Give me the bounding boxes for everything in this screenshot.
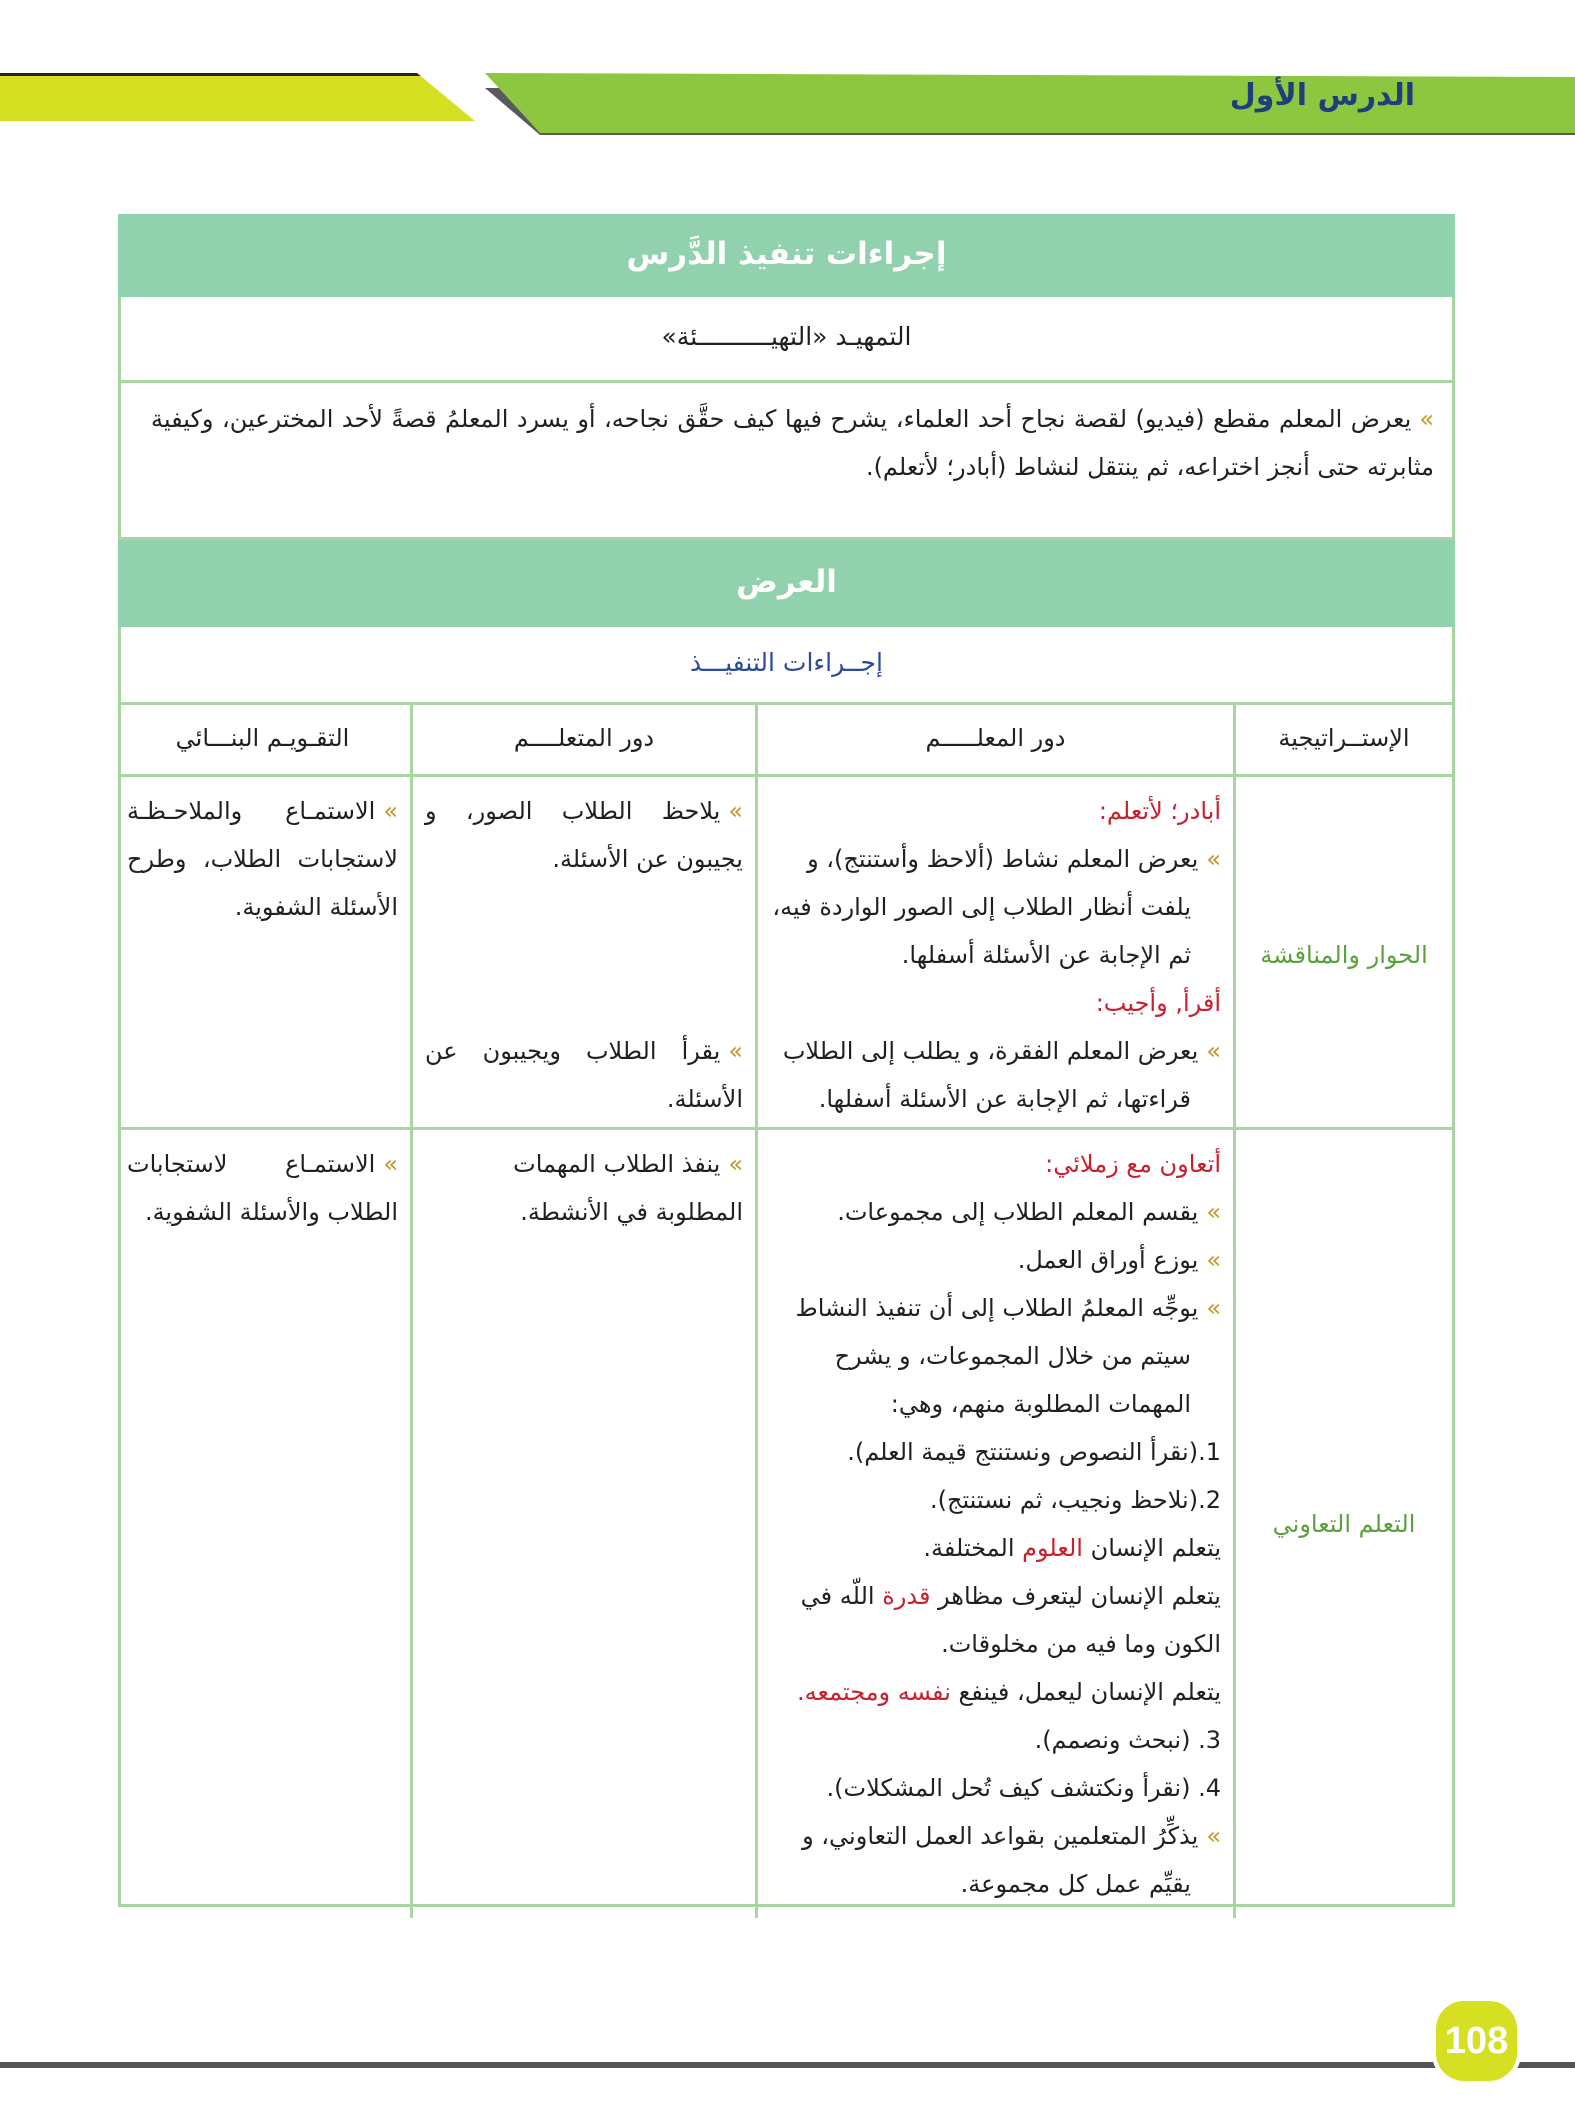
activity-heading: أبادر؛ لأتعلم: <box>1098 797 1221 825</box>
col-strategy: الإستــراتيجية <box>1233 705 1452 774</box>
bullet-icon: » <box>1206 1037 1221 1065</box>
teacher-step <box>770 1284 1221 1428</box>
col-assessment: التقـويـم البنـــائي <box>175 724 350 752</box>
assessment-text: الاستمـاع لاستجابات الطلاب والأسئلة الشفوية. <box>127 1150 398 1226</box>
step-text: يذكِّرُ المتعلمين بقواعد العمل التعاوني، و يقيِّم عمل كل مجموعة. <box>802 1822 1199 1898</box>
step-text: يوجِّه المعلمُ الطلاب إلى أن تنفيذ النشاط سيتم من خلال المجموعات، و يشرح المهمات المطلوبة منهم، وهي: <box>795 1294 1199 1418</box>
teacher-cell <box>755 1130 1233 1918</box>
highlight: العلوم <box>1022 1534 1083 1562</box>
lesson-title: الدرس الأول <box>1229 78 1415 113</box>
bullet-icon: » <box>1206 1822 1221 1850</box>
activity-heading: أقرأ, وأجيب: <box>1095 989 1221 1017</box>
table-row <box>118 777 1455 1130</box>
task-item: 1.(نقرأ النصوص ونستنتج قيمة العلم). <box>847 1438 1221 1466</box>
task-item: 3. (نبحث ونصمم). <box>1034 1726 1221 1754</box>
teacher-step <box>770 1812 1221 1908</box>
step-text: يوزع أوراق العمل. <box>1017 1246 1199 1274</box>
intro-text <box>118 383 1455 540</box>
assessment-cell <box>115 777 410 1133</box>
learner-step <box>425 787 743 883</box>
intro-label: التمهيـد «التهيــــــــــئة» <box>118 297 1455 383</box>
teacher-step <box>770 1236 1221 1284</box>
strategy-cell: التعلم التعاوني <box>1233 1130 1452 1918</box>
sentence <box>770 1524 1221 1572</box>
page-number: 108 <box>1432 1997 1521 2085</box>
step-text: ينفذ الطلاب المهمات المطلوبة في الأنشطة. <box>513 1150 743 1226</box>
text: اللّه في الكون وما فيه من مخلوقات. <box>800 1582 1221 1658</box>
learner-cell <box>410 1130 755 1918</box>
header-yellow-band <box>0 73 475 121</box>
section-title: إجراءات تنفيذ الدَّرس <box>118 214 1455 297</box>
sentence <box>770 1572 1221 1668</box>
step-text: يقرأ الطلاب ويجيبون عن الأسئلة. <box>425 1037 743 1113</box>
teacher-step <box>770 835 1221 979</box>
text: المختلفة. <box>923 1534 1023 1562</box>
col-teacher: دور المعلـــــم <box>755 705 1233 774</box>
assessment-cell <box>115 1130 410 1918</box>
step-text: يقسم المعلم الطلاب إلى مجموعات. <box>837 1198 1199 1226</box>
step-text: يلاحظ الطلاب الصور، و يجيبون عن الأسئلة. <box>425 797 743 873</box>
teacher-cell <box>755 777 1233 1133</box>
highlight: قدرة <box>882 1582 931 1610</box>
bullet-icon: » <box>1206 845 1221 873</box>
assessment-text: الاستمـاع والملاحـظـة لاستجابات الطلاب، وطرح الأسئلة الشفوية. <box>127 797 398 921</box>
bullet-icon: » <box>728 1037 743 1065</box>
table-row <box>118 1130 1455 1907</box>
col-learner: دور المتعلــــم <box>410 705 755 774</box>
footer-line <box>0 2062 1575 2068</box>
teacher-step <box>770 1027 1221 1123</box>
text: يتعلم الإنسان <box>1082 1534 1221 1562</box>
presentation-title: العرض <box>118 540 1455 627</box>
bullet-icon: » <box>728 797 743 825</box>
teacher-step <box>770 1188 1221 1236</box>
bullet-icon: » <box>1206 1246 1221 1274</box>
procedures-subtitle: إجــراءات التنفيـــذ <box>118 627 1455 705</box>
sentence <box>770 1668 1221 1716</box>
intro-paragraph: يعرض المعلم مقطع (فيديو) لقصة نجاح أحد العلماء، يشرح فيها كيف حقَّق نجاحه، أو يسرد المعلمُ قصةً لأحد المخترعين، وكيفية مثابرته حتى أنجز اختراعه، ثم ينتقل لنشاط (أبادر؛ لأتعلم). <box>151 405 1434 481</box>
strategy-cell: الحوار والمناقشة <box>1233 777 1452 1133</box>
bullet-icon: » <box>1419 405 1434 433</box>
column-headers <box>118 705 1455 777</box>
task-item: 4. (نقرأ ونكتشف كيف تُحل المشكلات). <box>826 1774 1221 1802</box>
highlight: نفسه ومجتمعه. <box>797 1678 951 1706</box>
text: يتعلم الإنسان ليعمل، فينفع <box>950 1678 1221 1706</box>
bullet-icon: » <box>383 797 398 825</box>
bullet-icon: » <box>383 1150 398 1178</box>
activity-heading: أتعاون مع زملائي: <box>1045 1150 1221 1178</box>
text: يتعلم الإنسان ليتعرف مظاهر <box>930 1582 1221 1610</box>
step-text: يعرض المعلم الفقرة، و يطلب إلى الطلاب قراءتها، ثم الإجابة عن الأسئلة أسفلها. <box>782 1037 1199 1113</box>
bullet-icon: » <box>1206 1294 1221 1322</box>
lesson-table <box>118 214 1455 1907</box>
step-text: يعرض المعلم نشاط (ألاحظ وأستنتج)، و يلفت أنظار الطلاب إلى الصور الواردة فيه، ثم الإجابة عن الأسئلة أسفلها. <box>772 845 1199 969</box>
learner-step <box>425 1027 743 1123</box>
bullet-icon: » <box>728 1150 743 1178</box>
bullet-icon: » <box>1206 1198 1221 1226</box>
task-item: 2.(نلاحظ ونجيب، ثم نستنتج). <box>929 1486 1221 1514</box>
learner-cell <box>410 777 755 1133</box>
